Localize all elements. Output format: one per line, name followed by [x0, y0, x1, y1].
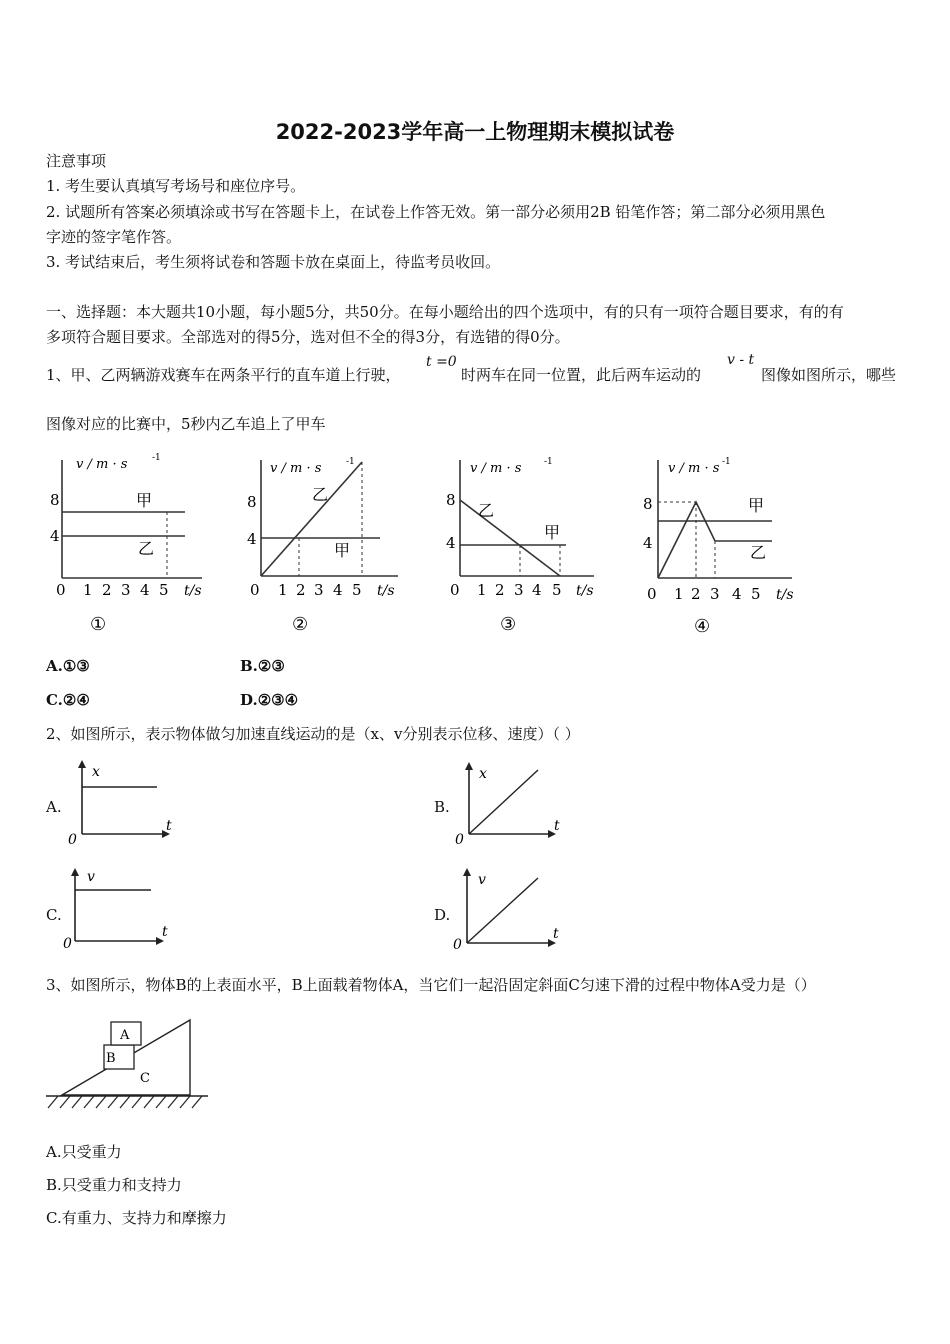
vt-graph-3	[444, 452, 614, 637]
section-intro-line1: 一、选择题：本大题共10小题，每小题5分，共50分。在每小题给出的四个选项中，有的只有一项符合题目要求，有的有	[46, 303, 844, 321]
origin-label: 0	[455, 832, 464, 848]
y-axis-exp: -1	[722, 457, 731, 467]
origin-label: 0	[450, 581, 460, 599]
q2-graph-a[interactable]	[62, 758, 182, 848]
x-tick-5: 5	[751, 585, 761, 603]
q1-text-part3: 图像如图所示，哪些	[761, 366, 897, 384]
y-axis-exp: -1	[544, 457, 553, 467]
q1-option-a[interactable]: A.①③	[46, 657, 90, 675]
x-tick-5: 5	[352, 581, 362, 599]
label-jia: 甲	[544, 523, 561, 542]
origin-label: 0	[56, 581, 66, 599]
q2-option-b-label[interactable]: B.	[434, 798, 450, 816]
notice-item-1: 1. 考生要认真填写考场号和座位序号。	[46, 177, 306, 195]
vt-graph-4	[640, 452, 810, 637]
label-jia: 甲	[748, 496, 765, 515]
arrow-up-icon	[71, 868, 79, 876]
x-tick-3: 3	[121, 581, 131, 599]
q3-option-a[interactable]: A.只受重力	[46, 1143, 122, 1161]
origin-label: 0	[250, 581, 260, 599]
y-tick-4: 4	[643, 534, 653, 552]
q1-text-part2: 时两车在同一位置，此后两车运动的	[461, 366, 702, 384]
x-tick-4: 4	[732, 585, 742, 603]
label-yi: 乙	[750, 543, 767, 562]
origin-label: 0	[647, 585, 657, 603]
y-tick-8: 8	[446, 491, 456, 509]
ground-hatch	[48, 1096, 202, 1108]
q1-text-part1: 1、甲、乙两辆游戏赛车在两条平行的直车道上行驶，	[46, 366, 401, 384]
axis-t-label: t	[166, 818, 172, 834]
y-tick-8: 8	[247, 493, 257, 511]
y-tick-4: 4	[446, 534, 456, 552]
y-tick-8: 8	[643, 495, 653, 513]
y-axis-exp: -1	[346, 457, 355, 467]
y-tick-4: 4	[50, 527, 60, 545]
q2-text: 2、如图所示，表示物体做匀加速直线运动的是（x、v分别表示位移、速度）（ ）	[46, 725, 580, 743]
q1-text-line2: 图像对应的比赛中，5秒内乙车追上了甲车	[46, 415, 326, 433]
x-tick-4: 4	[333, 581, 343, 599]
y-axis-label: v / m · s	[470, 461, 522, 476]
x-tick-2: 2	[495, 581, 505, 599]
q1-option-b[interactable]: B.②③	[240, 657, 285, 675]
graph-caption-3: ③	[500, 614, 517, 635]
notice-item-3: 3. 考试结束后，考生须将试卷和答题卡放在桌面上，待监考员收回。	[46, 253, 501, 271]
x-tick-2: 2	[102, 581, 112, 599]
notice-item-2-cont: 字迹的签字笔作答。	[46, 228, 182, 246]
label-jia: 甲	[334, 541, 351, 560]
label-yi: 乙	[312, 485, 329, 504]
x-tick-2: 2	[691, 585, 701, 603]
x-tick-1: 1	[477, 581, 487, 599]
arrow-up-icon	[463, 868, 471, 876]
page-title: 2022-2023学年高一上物理期末模拟试卷	[275, 120, 675, 144]
x-tick-3: 3	[514, 581, 524, 599]
q2-graph-c[interactable]	[62, 864, 182, 954]
x-axis-label: t/s	[576, 583, 594, 599]
origin-label: 0	[68, 832, 77, 848]
x-axis-label: t/s	[184, 583, 202, 599]
q3-incline-diagram	[44, 1016, 210, 1111]
graph-caption-2: ②	[292, 614, 309, 635]
q3-option-b[interactable]: B.只受重力和支持力	[46, 1176, 182, 1194]
x-tick-1: 1	[83, 581, 93, 599]
y-axis-label: v / m · s	[270, 461, 322, 476]
x-tick-3: 3	[710, 585, 720, 603]
x-tick-3: 3	[314, 581, 324, 599]
q2-option-c-label[interactable]: C.	[46, 906, 62, 924]
y-axis-label: v / m · s	[668, 461, 720, 476]
y-axis-label: v / m · s	[76, 457, 128, 472]
origin-label: 0	[63, 936, 72, 952]
q1-option-d[interactable]: D.②③④	[240, 691, 299, 709]
x-tick-1: 1	[278, 581, 288, 599]
x-tick-2: 2	[296, 581, 306, 599]
section-intro-line2: 多项符合题目要求。全部选对的得5分，选对但不全的得3分，有选错的得0分。	[46, 328, 570, 346]
axis-t-label: t	[553, 926, 559, 942]
origin-label: 0	[453, 937, 462, 953]
q3-text: 3、如图所示，物体B的上表面水平，B上面载着物体A，当它们一起沿固定斜面C匀速下滑的过程中物体A受力是（）	[46, 976, 816, 994]
graph-caption-1: ①	[90, 614, 107, 635]
vt-graph-2	[246, 452, 416, 637]
axis-v-label: v	[478, 872, 486, 888]
x-tick-5: 5	[159, 581, 169, 599]
y-axis-exp: -1	[152, 453, 161, 463]
axis-x-label: x	[92, 764, 100, 780]
axis-v-label: v	[87, 869, 95, 885]
x-tick-1: 1	[674, 585, 684, 603]
label-a: A	[120, 1028, 130, 1043]
y-tick-8: 8	[50, 491, 60, 509]
notice-heading: 注意事项	[46, 152, 107, 170]
x-tick-4: 4	[532, 581, 542, 599]
q2-option-a-label[interactable]: A.	[46, 798, 62, 816]
q2-option-d-label[interactable]: D.	[434, 906, 451, 924]
q3-option-c[interactable]: C.有重力、支持力和摩擦力	[46, 1209, 227, 1227]
x-axis-label: t/s	[776, 587, 794, 603]
axis-x-label: x	[479, 766, 487, 782]
notice-item-2: 2. 试题所有答案必须填涂或书写在答题卡上，在试卷上作答无效。第一部分必须用2B 铅笔作答；第二部分必须用黑色	[46, 203, 826, 221]
arrow-up-icon	[78, 760, 86, 768]
x-axis-label: t/s	[377, 583, 395, 599]
q1-option-c[interactable]: C.②④	[46, 691, 90, 709]
graph-caption-4: ④	[694, 616, 711, 637]
label-b: B	[106, 1051, 116, 1066]
x-tick-5: 5	[552, 581, 562, 599]
arrow-up-icon	[465, 762, 473, 770]
x-tick-4: 4	[140, 581, 150, 599]
q2-graph-b[interactable]	[450, 758, 570, 848]
q2-graph-d[interactable]	[450, 864, 570, 954]
y-tick-4: 4	[247, 530, 257, 548]
label-yi: 乙	[478, 501, 495, 520]
label-c: C	[140, 1071, 150, 1086]
label-yi: 乙	[138, 539, 155, 558]
axis-t-label: t	[554, 818, 560, 834]
q1-formula-t0: t =0	[426, 354, 457, 370]
q1-formula-vt: v - t	[727, 352, 755, 368]
label-jia: 甲	[136, 491, 153, 510]
axis-t-label: t	[162, 924, 168, 940]
vt-graph-1	[50, 452, 220, 637]
